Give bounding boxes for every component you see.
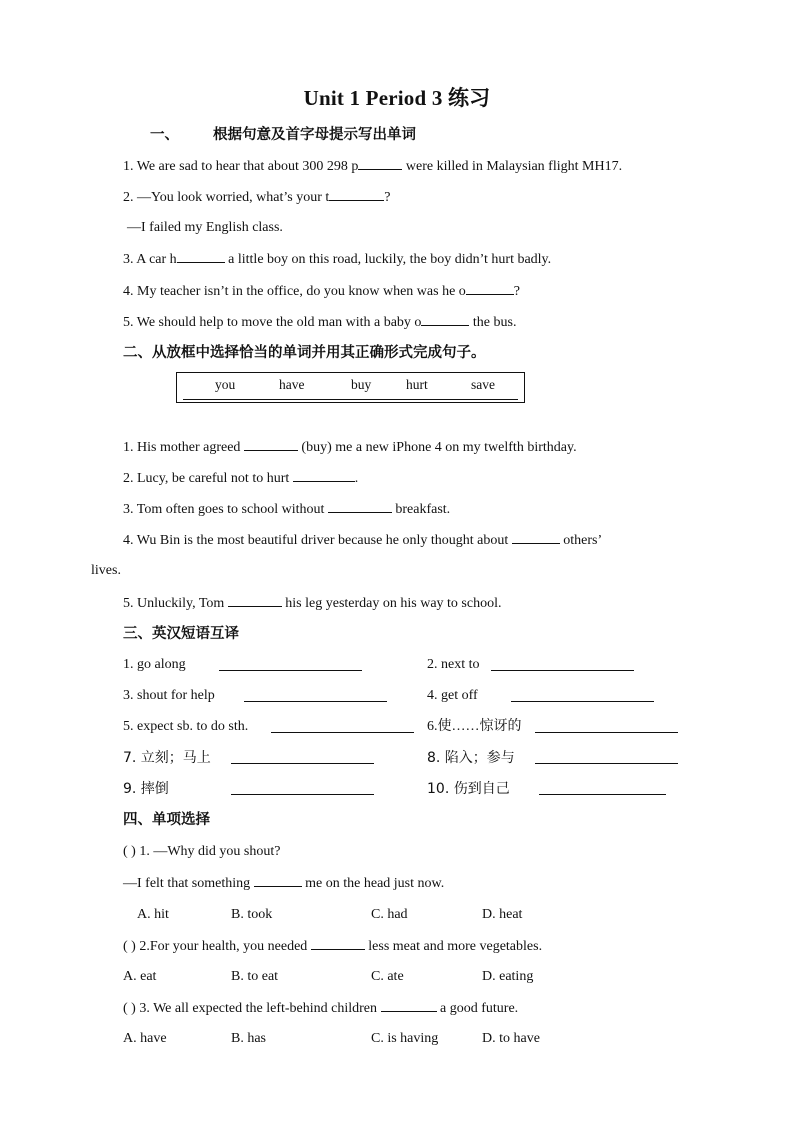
s2-item-3-text-end: breakfast. (391, 502, 451, 517)
section3-heading: 三、英汉短语互译 (123, 626, 239, 642)
s1-item-2-reply: —I failed my English class. (127, 220, 283, 235)
s1-item-2 (123, 187, 390, 208)
phrase-item: 5. expect sb. to do sth. (123, 719, 249, 734)
phrase-item: 8. 陷入；参与 (427, 750, 515, 766)
answer-blank[interactable] (228, 593, 282, 607)
s1-item-5-text-end: the bus. (469, 315, 517, 330)
s2-item-2 (123, 468, 358, 489)
answer-blank[interactable] (254, 873, 302, 887)
s2-item-2-text-end: . (354, 471, 359, 486)
answer-blank[interactable] (177, 249, 225, 263)
s2-item-2-text: 2. Lucy, be careful not to hurt (123, 471, 293, 486)
s1-item-2-text: 2. —You look worried, what’s your t (123, 190, 330, 205)
question-2-text: ( ) 2.For your health, you needed (123, 939, 311, 954)
s1-item-3-text-end: a little boy on this road, luckily, the boy didn’t hurt badly. (224, 252, 552, 267)
answer-blank[interactable] (491, 657, 634, 671)
word-box-divider (183, 399, 518, 400)
answer-blank[interactable] (328, 499, 392, 513)
option-c[interactable]: C. is having (371, 1031, 439, 1046)
option-b[interactable]: B. took (231, 907, 273, 922)
answer-blank[interactable] (511, 688, 654, 702)
answer-blank[interactable] (539, 781, 666, 795)
s1-item-2-text-end: ? (384, 190, 391, 205)
answer-blank[interactable] (219, 657, 362, 671)
question-1-line2 (123, 873, 444, 894)
phrase-item: 10. 伤到自己 (427, 781, 510, 797)
s2-item-5 (123, 593, 501, 614)
phrase-item: 1. go along (123, 657, 186, 672)
option-a[interactable]: A. eat (123, 969, 157, 984)
section2-heading: 二、从放框中选择恰当的单词并用其正确形式完成句子。 (123, 345, 486, 361)
answer-blank[interactable] (329, 187, 384, 201)
s1-item-3 (123, 249, 551, 270)
answer-blank[interactable] (244, 437, 298, 451)
phrase-item: 4. get off (427, 688, 478, 703)
option-a[interactable]: A. have (123, 1031, 167, 1046)
question-3-stem (123, 998, 518, 1019)
s2-item-5-text-end: his leg yesterday on his way to school. (281, 596, 502, 611)
question-2-stem (123, 936, 542, 957)
s1-item-1-text-end: were killed in Malaysian flight MH17. (402, 159, 623, 174)
answer-blank[interactable] (512, 530, 560, 544)
s1-item-4-text: 4. My teacher isn’t in the office, do you know when was he o (123, 284, 466, 299)
answer-blank[interactable] (381, 998, 437, 1012)
s2-item-1-text: 1. His mother agreed (123, 440, 244, 455)
question-3-text: ( ) 3. We all expected the left-behind children (123, 1001, 381, 1016)
answer-blank[interactable] (231, 750, 374, 764)
answer-blank[interactable] (244, 688, 387, 702)
option-d[interactable]: D. to have (482, 1031, 540, 1046)
answer-blank[interactable] (358, 156, 402, 170)
answer-blank[interactable] (535, 719, 678, 733)
question-1-stem: ( ) 1. —Why did you shout? (123, 844, 281, 859)
phrase-item: 6.使……惊讶的 (427, 719, 522, 734)
word-box-word: you (215, 377, 236, 392)
answer-blank[interactable] (535, 750, 678, 764)
s2-item-4-text-end: others’ (559, 533, 603, 548)
answer-blank[interactable] (271, 719, 414, 733)
option-d[interactable]: D. heat (482, 907, 523, 922)
word-box-word: save (471, 377, 495, 392)
word-box-word: have (279, 377, 305, 392)
section1-heading (150, 125, 416, 145)
s1-item-5 (123, 312, 516, 333)
phrase-item: 9. 摔倒 (123, 781, 169, 797)
phrase-item: 2. next to (427, 657, 480, 672)
word-box-word: hurt (406, 377, 428, 392)
answer-blank[interactable] (421, 312, 469, 326)
s1-item-3-text: 3. A car h (123, 252, 177, 267)
question-3-text-end: a good future. (436, 1001, 519, 1016)
question-1-text-end: me on the head just now. (301, 876, 445, 891)
option-c[interactable]: C. had (371, 907, 408, 922)
s2-item-3 (123, 499, 450, 520)
option-d[interactable]: D. eating (482, 969, 534, 984)
s1-item-4-text-end: ? (513, 284, 521, 299)
answer-blank[interactable] (293, 468, 355, 482)
phrase-item: 7. 立刻；马上 (123, 750, 211, 766)
s2-item-4 (123, 530, 602, 551)
option-b[interactable]: B. to eat (231, 969, 279, 984)
s1-item-5-text: 5. We should help to move the old man with a baby o (123, 315, 422, 330)
question-2-text-end: less meat and more vegetables. (364, 939, 543, 954)
question-1-text: —I felt that something (123, 876, 254, 891)
word-box-word: buy (351, 377, 372, 392)
s1-item-4 (123, 281, 520, 302)
s2-item-3-text: 3. Tom often goes to school without (123, 502, 328, 517)
answer-blank[interactable] (231, 781, 374, 795)
section4-heading: 四、单项选择 (123, 812, 210, 828)
word-box (176, 372, 525, 403)
s2-item-1 (123, 437, 577, 458)
answer-blank[interactable] (466, 281, 514, 295)
s2-item-4-continued: lives. (91, 563, 121, 578)
phrase-item: 3. shout for help (123, 688, 215, 703)
option-b[interactable]: B. has (231, 1031, 266, 1046)
answer-blank[interactable] (311, 936, 365, 950)
s2-item-1-text-end: (buy) me a new iPhone 4 on my twelfth birthday. (297, 440, 577, 455)
option-c[interactable]: C. ate (371, 969, 404, 984)
s2-item-5-text: 5. Unluckily, Tom (123, 596, 228, 611)
s1-item-1 (123, 156, 622, 177)
s2-item-4-text: 4. Wu Bin is the most beautiful driver because he only thought about (123, 533, 512, 548)
section1-heading-text: 根据句意及首字母提示写出单词 (213, 127, 416, 143)
s1-item-1-text: 1. We are sad to hear that about 300 298 p (123, 159, 359, 174)
option-a[interactable]: A. hit (137, 907, 169, 922)
page-title: Unit 1 Period 3 练习 (303, 86, 491, 110)
section1-heading-number: 一、 (150, 127, 179, 143)
